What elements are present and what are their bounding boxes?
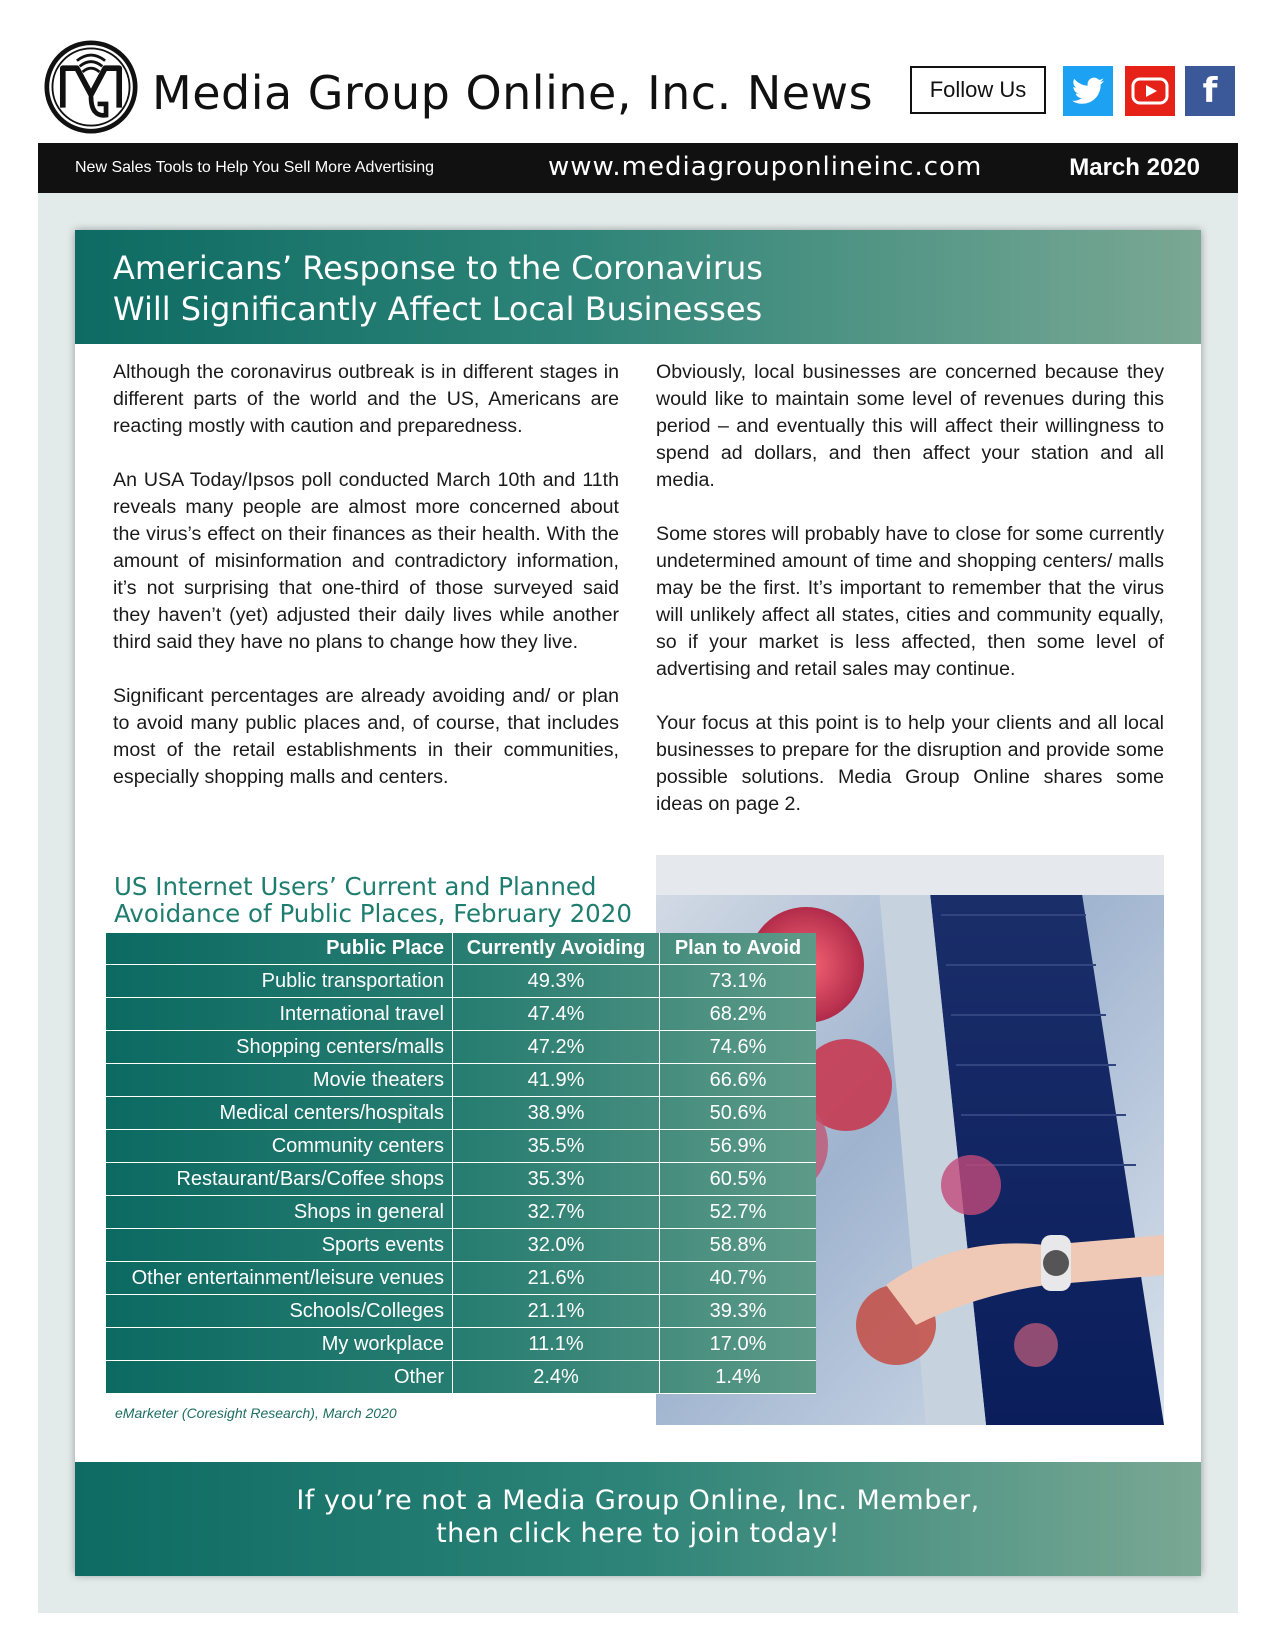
place-cell: Other [106,1361,453,1394]
plan-cell: 73.1% [660,965,817,998]
article-column-right [656,359,1164,845]
brand-title: Media Group Online, Inc. News [152,66,874,120]
current-cell: 35.3% [453,1163,660,1196]
headline-band [75,230,1201,344]
paragraph: Significant percentages are already avoiding and/ or plan to avoid many public places and, of course, that includes most of the retail establishments in their communities, especially shopping malls and centers. [113,685,619,788]
table-row [106,1130,816,1163]
paragraph: An USA Today/Ipsos poll conducted March 10th and 11th reveals many people are almost more concerned about the virus’s effect on their finances as their health. With the amount of misinformation and contradictory information, it’s not surprising that one-third of those surveyed said they haven’t (yet) adjusted their daily lives while another third said they have no plans to change how they live. [113,469,619,653]
facebook-button[interactable] [1185,66,1235,116]
place-cell: Sports events [106,1229,453,1262]
column-header: Currently Avoiding [453,933,660,965]
plan-cell: 39.3% [660,1295,817,1328]
article-column-left [113,359,619,818]
table-row [106,1031,816,1064]
paragraph: Although the coronavirus outbreak is in different stages in different parts of the world and the US, Americans are reacting mostly with caution and preparedness. [113,361,619,437]
paragraph: Your focus at this point is to help your clients and all local businesses to prepare for the disruption and provide some possible solutions. Media Group Online shares some ideas on page 2. [656,712,1164,815]
place-cell: International travel [106,998,453,1031]
table-row [106,1361,816,1394]
place-cell: Medical centers/hospitals [106,1097,453,1130]
column-header: Public Place [106,933,453,965]
place-cell: My workplace [106,1328,453,1361]
plan-cell: 17.0% [660,1328,817,1361]
plan-cell: 56.9% [660,1130,817,1163]
place-cell: Public transportation [106,965,453,998]
current-cell: 21.6% [453,1262,660,1295]
table-row [106,965,816,998]
header-banner [38,143,1238,193]
twitter-button[interactable] [1063,66,1113,116]
plan-cell: 60.5% [660,1163,817,1196]
article-headline: Americans’ Response to the Coronavirus Will Significantly Affect Local Businesses [113,249,763,328]
column-header: Plan to Avoid [660,933,817,965]
mgo-logo [44,40,138,134]
current-cell: 2.4% [453,1361,660,1394]
twitter-icon [1072,77,1104,105]
plan-cell: 1.4% [660,1361,817,1394]
current-cell: 41.9% [453,1064,660,1097]
plan-cell: 66.6% [660,1064,817,1097]
table-header-row [106,933,816,965]
tagline: New Sales Tools to Help You Sell More Advertising [75,159,435,176]
plan-cell: 50.6% [660,1097,817,1130]
current-cell: 38.9% [453,1097,660,1130]
table-source: eMarketer (Coresight Research), March 2020 [115,1405,397,1421]
current-cell: 47.2% [453,1031,660,1064]
table-row [106,1097,816,1130]
issue-date: March 2020 [1069,154,1200,181]
table-title: US Internet Users’ Current and Planned Avoidance of Public Places, February 2020 [114,872,632,928]
facebook-icon: f [1202,71,1218,111]
current-cell: 11.1% [453,1328,660,1361]
join-cta-band[interactable] [75,1462,1201,1576]
table-row [106,1064,816,1097]
paragraph: Some stores will probably have to close for some currently undetermined amount of time and shopping centers/ malls may be the first. It’s important to remember that the virus will unlikely affect all states, cities and community equally, so if your market is less affected, then some level of advertising and retail sales may continue. [656,523,1164,680]
table-row [106,998,816,1031]
current-cell: 21.1% [453,1295,660,1328]
place-cell: Community centers [106,1130,453,1163]
plan-cell: 52.7% [660,1196,817,1229]
current-cell: 49.3% [453,965,660,998]
place-cell: Schools/Colleges [106,1295,453,1328]
youtube-icon [1131,77,1169,105]
table-row [106,1328,816,1361]
table-row [106,1262,816,1295]
place-cell: Shopping centers/malls [106,1031,453,1064]
plan-cell: 68.2% [660,998,817,1031]
current-cell: 47.4% [453,998,660,1031]
join-cta-link[interactable]: If you’re not a Media Group Online, Inc. Member, then click here to join today! [296,1485,980,1549]
table-row [106,1295,816,1328]
place-cell: Shops in general [106,1196,453,1229]
paragraph: Obviously, local businesses are concerned because they would like to maintain some level of revenues during this period – and eventually this will affect their willingness to spend ad dollars, and then affect your station and all media. [656,361,1164,491]
table-row [106,1196,816,1229]
current-cell: 35.5% [453,1130,660,1163]
website-link[interactable]: www.mediagrouponlineinc.com [548,152,983,182]
table-row [106,1229,816,1262]
place-cell: Restaurant/Bars/Coffee shops [106,1163,453,1196]
plan-cell: 74.6% [660,1031,817,1064]
current-cell: 32.0% [453,1229,660,1262]
follow-us-button[interactable]: Follow Us [910,66,1046,114]
current-cell: 32.7% [453,1196,660,1229]
table-row [106,1163,816,1196]
plan-cell: 58.8% [660,1229,817,1262]
plan-cell: 40.7% [660,1262,817,1295]
place-cell: Movie theaters [106,1064,453,1097]
youtube-button[interactable] [1125,66,1175,116]
public-places-table [106,933,816,1394]
place-cell: Other entertainment/leisure venues [106,1262,453,1295]
